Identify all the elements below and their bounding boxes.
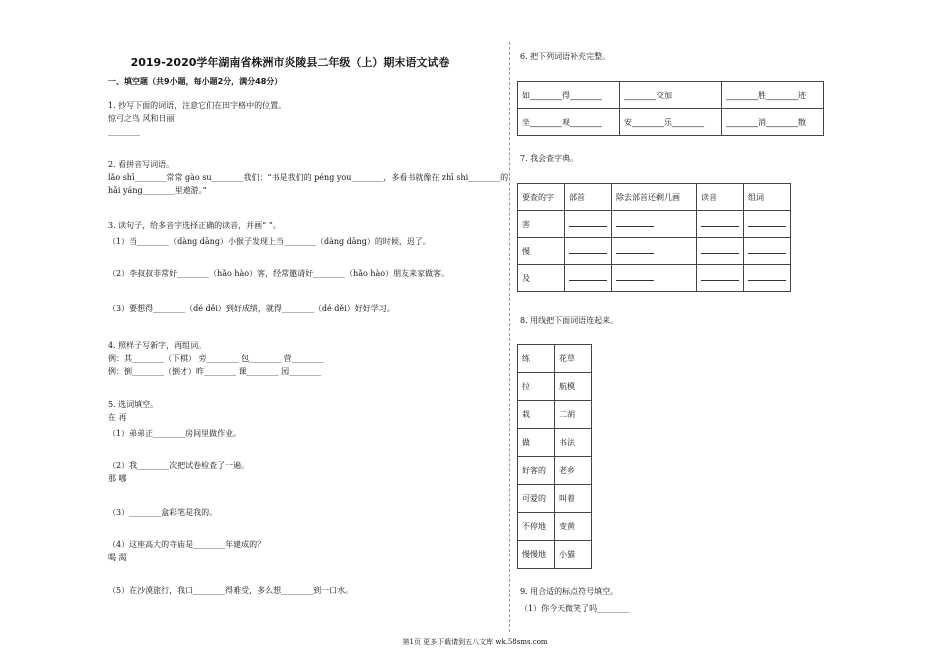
q8-right: 小猫 [555,541,592,569]
q1-prompt: 1. 抄写下面的词语，注意它们在田字格中的位置。 [108,101,287,110]
table-row [518,457,592,485]
table-row [518,373,592,401]
q7-header: 组词 [744,184,791,211]
q8-table [517,344,592,569]
q7-blank [697,211,744,238]
q7-blank [565,211,612,238]
q6-cell: ________消________散 [722,109,824,136]
question-4 [108,339,324,378]
table-row [518,238,791,265]
q8-left: 栽 [518,401,555,429]
q7-char: 及 [518,265,565,292]
q4-prompt: 4. 照样子写新字，再组词。 [108,341,207,350]
q2-prompt: 2. 看拼音写词语。 [108,160,175,169]
q6-prompt: 6. 把下列词语补充完整。 [520,52,611,61]
q8-left: 拉 [518,373,555,401]
q5-sentence-1: （1）弟弟正________房间里做作业。 [108,429,242,438]
q8-right: 航模 [555,373,592,401]
q8-left: 做 [518,429,555,457]
q7-table [517,183,791,292]
q6-cell: ________胜________迹 [722,82,824,109]
q7-blank [744,265,791,292]
q8-right: 变黄 [555,513,592,541]
section-heading: 一、填空题（共9小题，每小题2分，满分48分） [108,77,283,86]
q8-left: 不停地 [518,513,555,541]
q2-line-1: lǎo shī________常常 gào su________我们：“书是我们的 péng you________，多看书就像在 zhī shi________的 [108,173,509,182]
page-footer: 第1页 更多下载请到五八文库 wk.58sms.com [402,638,548,646]
q4-line-1: 例：其________（下棋） 旁________ 包________ 营________ [108,354,324,363]
q8-left: 好客的 [518,457,555,485]
q7-char: 害 [518,211,565,238]
q8-prompt: 8. 用线把下面词语连起来。 [520,316,619,325]
q7-blank [744,238,791,265]
q8-left: 练 [518,345,555,373]
q6-cell: 安________乐________ [620,109,722,136]
q3-prompt: 3. 读句子，给多音字选择正确的读音，并画“ ”。 [108,221,281,230]
question-2 [108,158,508,197]
table-row [518,265,791,292]
table-row [518,109,824,136]
q7-blank [612,265,697,292]
question-1 [108,99,286,138]
q7-blank [697,238,744,265]
q1-answer-blank: ________ [108,127,140,136]
q9-sentence-1: （1）你今天微笑了吗________ [520,604,630,613]
q8-right: 花草 [555,345,592,373]
q5-sentence-5: （5）在沙漠旅行，我口________得难受，多么想________到一口水。 [108,586,354,595]
table-row [518,485,592,513]
q4-line-2: 例：倒________（倒才）昨________ 课________ 园________ [108,367,322,376]
q5-options-3: 喝 渴 [108,553,127,562]
q7-blank [612,238,697,265]
q7-header: 读音 [697,184,744,211]
q5-sentence-3: （3）________盒彩笔是我的。 [108,508,218,517]
question-3 [108,219,449,315]
table-row [518,429,592,457]
q6-table [517,81,824,136]
q5-options-2: 那 哪 [108,474,127,483]
q8-left: 可爱的 [518,485,555,513]
q8-right: 老乡 [555,457,592,485]
q6-cell: 坐________观________ [518,109,620,136]
q7-blank [697,265,744,292]
q3-sentence-2: （2）李叔叔非常好________（hǎo hào）客，经常邀请好________（hǎo hào）朋友来家做客。 [108,269,450,278]
q5-options-1: 在 再 [108,413,127,422]
page-title: 2019-2020学年湖南省株洲市炎陵县二年级（上）期末语文试卷 [130,56,450,69]
q7-blank [565,265,612,292]
q8-right: 叫着 [555,485,592,513]
q7-blank [612,211,697,238]
q8-left: 慢慢地 [518,541,555,569]
q7-header: 要查的字 [518,184,565,211]
q7-char: 慢 [518,238,565,265]
q5-prompt: 5. 选词填空。 [108,400,159,409]
question-5 [108,398,353,597]
table-row [518,82,824,109]
q8-right: 二胡 [555,401,592,429]
table-row [518,541,592,569]
q5-sentence-2: （2）我________次把试卷检查了一遍。 [108,461,250,470]
q3-sentence-3: （3）要想得________（dé děi）到好成绩，就得________（dé děi）好好学习。 [108,304,395,313]
q7-blank [744,211,791,238]
table-row [518,401,592,429]
q6-cell: 如________得________ [518,82,620,109]
table-row [518,345,592,373]
table-row [518,513,592,541]
q7-blank [565,238,612,265]
q5-sentence-4: （4）这座高大的寺庙是________年建成的？ [108,540,266,549]
column-divider [509,42,510,632]
q7-header: 除去部首还剩几画 [612,184,697,211]
q7-header: 部首 [565,184,612,211]
q8-right: 书法 [555,429,592,457]
table-row [518,211,791,238]
q2-line-2: hǎi yáng________里遨游。” [108,186,207,195]
q6-cell: ________交加 [620,82,722,109]
q7-prompt: 7. 我会查字典。 [520,154,579,163]
table-row [518,184,791,211]
question-9 [520,585,629,615]
q9-prompt: 9. 用合适的标点符号填空。 [520,587,619,596]
q3-sentence-1: （1）当________（dàng dāng）小猴子发现上当________（dàng dāng）的时候，迟了。 [108,237,431,246]
q1-words: 惊弓之鸟 风和日丽 [108,114,175,123]
